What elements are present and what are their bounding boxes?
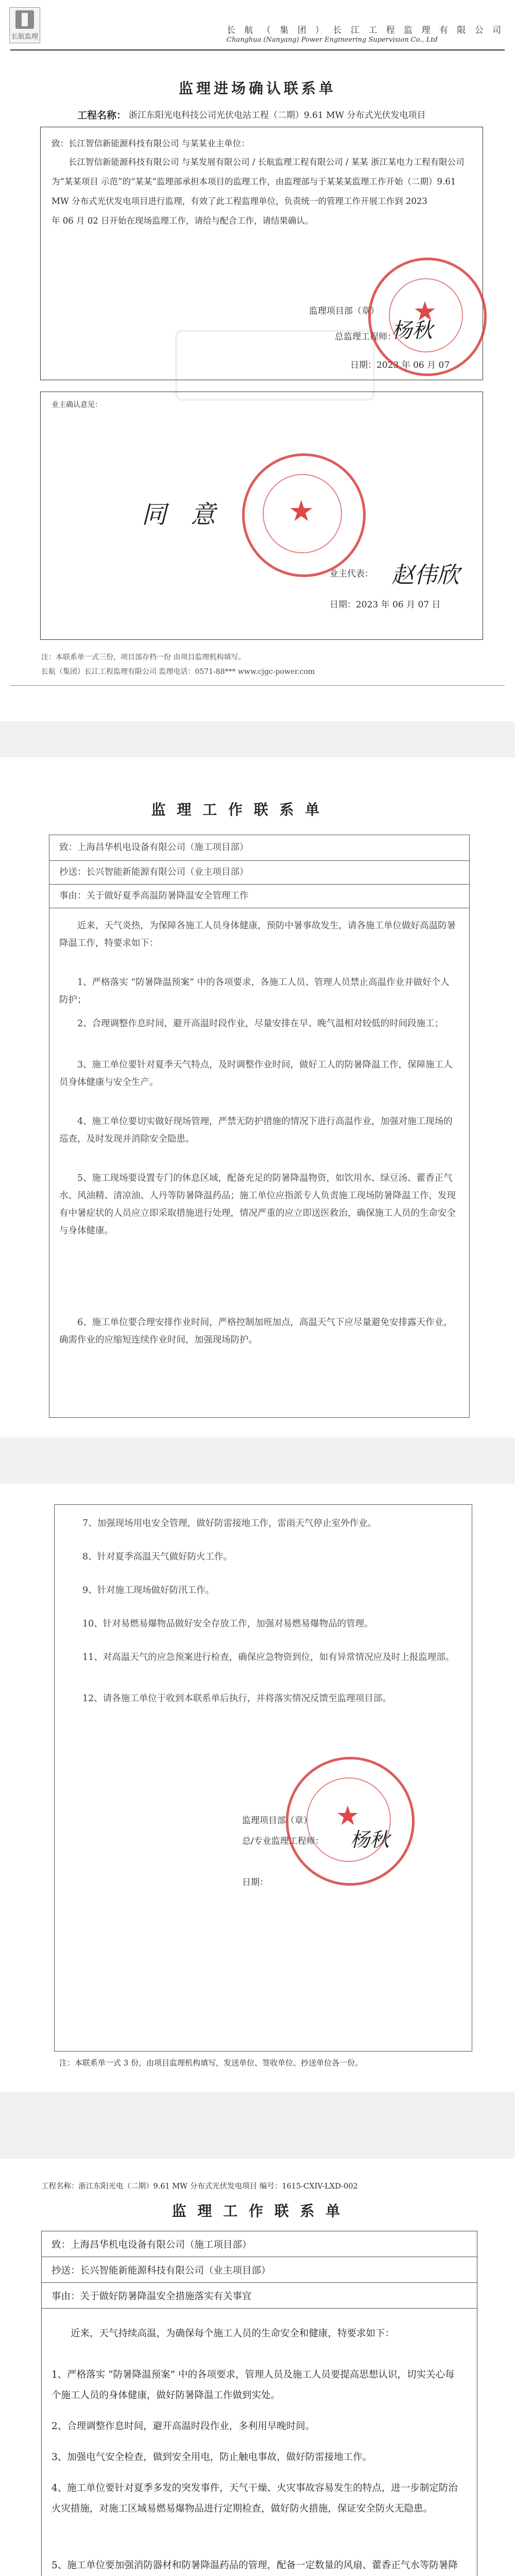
doc3-cc: 抄送：长兴智能新能源科技有限公司（业主项目部） [52, 2265, 271, 2276]
doc2-row-line-1 [49, 860, 470, 861]
doc3-title: 监 理 工 作 联 系 单 [171, 2202, 344, 2219]
doc1-confirm-label: 业主确认意见： [52, 401, 102, 409]
doc3-subject: 事由：关于做好防暑降温安全措施落实有关事宜 [52, 2291, 252, 2302]
doc1-sign-date: 日期：2023 年 06 月 07 [350, 360, 450, 370]
doc2-intro: 近来，天气炎热，为保障各施工人员身体健康，预防中暑事故发生，请各施工单位做好高温防暑降温工作，特要求如下： [59, 921, 456, 948]
page-separator [0, 721, 515, 757]
doc1-confirm-date: 日期：2023 年 06 月 07 日 [330, 600, 441, 610]
doc3-row-line-3 [41, 2308, 477, 2309]
doc2-title: 监 理 工 作 联 系 单 [151, 801, 323, 818]
doc2-item-11: 11、对高温天气的应急预案进行检查，确保应急物资到位，如有异常情况应及时上报监理部。 [82, 1652, 455, 1663]
doc2-item-6: 6、施工单位要合理安排作业时间，严格控制加班加点，高温天气下应尽量避免安排露天作业，确需作业的应缩短连续作业时间，加强现场防护。 [59, 1317, 453, 1345]
doc2-sign-role: 总/专业监理工程师： [242, 1836, 324, 1846]
doc1-sign-company: 监理项目部（章） [309, 306, 379, 316]
page-separator-3 [0, 2092, 515, 2159]
doc1-footer-1: 注：本联系单一式三份，项目部存档一份 由项目监理机构填写。 [41, 653, 246, 662]
doc1-project-value: 浙江东阳光电科技公司光伏电站工程（二期）9.61 MW 分布式光伏发电项目 [129, 110, 426, 121]
doc2-sign-company: 监理项目部（章） [242, 1816, 312, 1826]
doc1-confirm-text: 同 意 [142, 500, 224, 529]
doc1-project-label: 工程名称： [77, 110, 127, 121]
doc1-title: 监理进场确认联系单 [178, 80, 336, 97]
doc3-project-line: 工程名称：浙江东阳光电（二期）9.61 MW 分布式光伏发电项目 编号：1615-CXIV-LXD-002 [41, 2182, 358, 2191]
company-name-cn: 长 航 （ 集 团 ） 长 江 工 程 监 理 有 限 公 司 [227, 25, 505, 36]
company-logo [9, 7, 40, 43]
doc3-item-5: 5、施工单位要加强消防器材和防暑降温药品的管理，配备一定数量的风扇、藿香正气水等防暑降 [52, 2560, 458, 2571]
doc1-to-line: 致：长江智信新能源科技有限公司 与某某业主单位： [52, 139, 250, 148]
logo-text: 长航监理 [11, 32, 38, 41]
header-rule [10, 49, 505, 50]
doc2-item-2: 2、合理调整作息时间，避开高温时段作业，尽量安排在早、晚气温相对较低的时间段施工； [77, 1019, 444, 1029]
doc2-item-3: 3、施工单位要针对夏季天气特点，及时调整作业时间，做好工人的防暑降温工作，保障施工人员身体健康与安全生产。 [59, 1060, 453, 1088]
doc2-item-7: 7、加强现场用电安全管理，做好防雷接地工作，雷雨天气停止室外作业。 [82, 1518, 377, 1529]
doc1-body-1: 长江智信新能源科技有限公司 与某发展有限公司 / 长航监理工程有限公司 / 某某 浙江某电力工程有限公司 为“某某项目 示范”的“某某”监理部承担本项目的监理工作，由监理部与于某某某监理工作开始（二期）9.61 MW 分布式光伏发电项目进行监理，有效了此工程监理单位，负责统一的管理工作开展工作到 2023 [52, 157, 465, 206]
doc2-item-4: 4、施工单位要切实做好现场管理，严禁无防护措施的情况下进行高温作业，加强对施工现场的巡查，及时发现并消除安全隐患。 [59, 1116, 453, 1144]
doc1-sign-role: 总监理工程师： [335, 332, 396, 342]
doc2-item-10: 10、针对易燃易爆物品做好安全存放工作，加强对易燃易爆物品的管理。 [82, 1619, 373, 1629]
doc2-meta-subject: 事由：关于做好夏季高温防暑降温安全管理工作 [59, 891, 249, 901]
doc2-seal-star-icon: ★ [335, 1801, 360, 1832]
document-page-1 [0, 0, 515, 721]
page-separator-2 [0, 1437, 515, 1484]
doc1-body-2: 年 06 月 02 日开始在现场监理工作，请给与配合工作，请结果确认。 [52, 216, 314, 226]
logo-icon [15, 10, 34, 29]
doc2-footer: 注：本联系单一式 3 份，由项目监理机构填写，发送单位、签收单位、抄送单位各一份。 [59, 2058, 363, 2067]
doc2-item-9: 9、针对施工现场做好防汛工作。 [82, 1585, 215, 1596]
doc1-confirm-role: 业主代表： [330, 569, 373, 579]
doc3-to: 致：上海昌华机电设备有限公司（施工项目部） [52, 2240, 252, 2250]
doc1-signature: 杨秋 [391, 319, 433, 343]
company-name-en: Changhua (Nanyang) Power Engineering Supervision Co., Ltd [227, 36, 438, 44]
doc3-item-4: 4、施工单位要针对夏季多发的突发事件，天气干燥、火灾事故容易发生的特点，进一步制定防治火灾措施，对施工区域易燃易爆物品进行定期检查，做好防火措施，保证安全防火无隐患。 [52, 2483, 458, 2514]
doc1-confirm-signature: 赵伟欣 [391, 562, 459, 588]
doc2-item-1: 1、严格落实 “防暑降温预案” 中的各项要求，各施工人员、管理人员禁止高温作业并做好个人防护； [59, 977, 450, 1005]
doc3-intro: 近来，天气持续高温，为确保每个施工人员的生命安全和健康，特要求如下： [71, 2328, 395, 2339]
doc1-footer-2: 长航（集团）长江工程监理有限公司 监理电话：0571-88*** www.cjgc-power.com [41, 668, 315, 676]
doc2-item-12: 12、请各施工单位于收到本联系单后执行，并将落实情况反馈至监理项目部。 [82, 1693, 391, 1704]
doc3-row-line-2 [41, 2282, 477, 2283]
doc2-signature: 杨秋 [350, 1828, 390, 1851]
footer-rule [10, 685, 505, 686]
seal-star-icon-2: ★ [288, 495, 315, 528]
doc2-meta-to: 致：上海昌华机电设备有限公司（施工项目部） [59, 842, 249, 853]
doc2-sign-date: 日期： [242, 1877, 268, 1888]
doc3-item-1: 1、严格落实 “防暑降温预案” 中的各项要求，管理人员及施工人员要提高思想认识，切实关心每个施工人员的身体健康，做好防暑降温工作做到实处。 [52, 2369, 455, 2401]
doc2-meta-cc: 抄送：长兴智能新能源有限公司（业主项目部） [59, 867, 249, 877]
doc2-item-8: 8、针对夏季高温天气做好防火工作。 [82, 1552, 233, 1562]
document-page-4 [0, 2159, 515, 2576]
doc3-item-2: 2、合理调整作息时间，避开高温时段作业，多利用早晚时间。 [52, 2421, 315, 2432]
document-page-3 [0, 1484, 515, 2092]
doc2-row-line-2 [49, 884, 470, 885]
faded-seal [175, 330, 375, 401]
document-page-2 [0, 757, 515, 1437]
doc3-item-3: 3、加强电气安全检查，做到安全用电，防止触电事故，做好防雷接地工作。 [52, 2452, 372, 2463]
doc2-item-5: 5、施工现场要设置专门的休息区域，配备充足的防暑降温物资，如饮用水、绿豆汤、藿香正气水、风油精、清凉油、人丹等防暑降温药品；施工单位应指派专人负责施工现场防暑降温工作，发现有中暑症状的人员应立即采取措施进行处理，情况严重的应立即送医救治，确保施工人员的生命安全与身体健康。 [59, 1173, 456, 1236]
seal-star-icon: ★ [413, 296, 437, 327]
